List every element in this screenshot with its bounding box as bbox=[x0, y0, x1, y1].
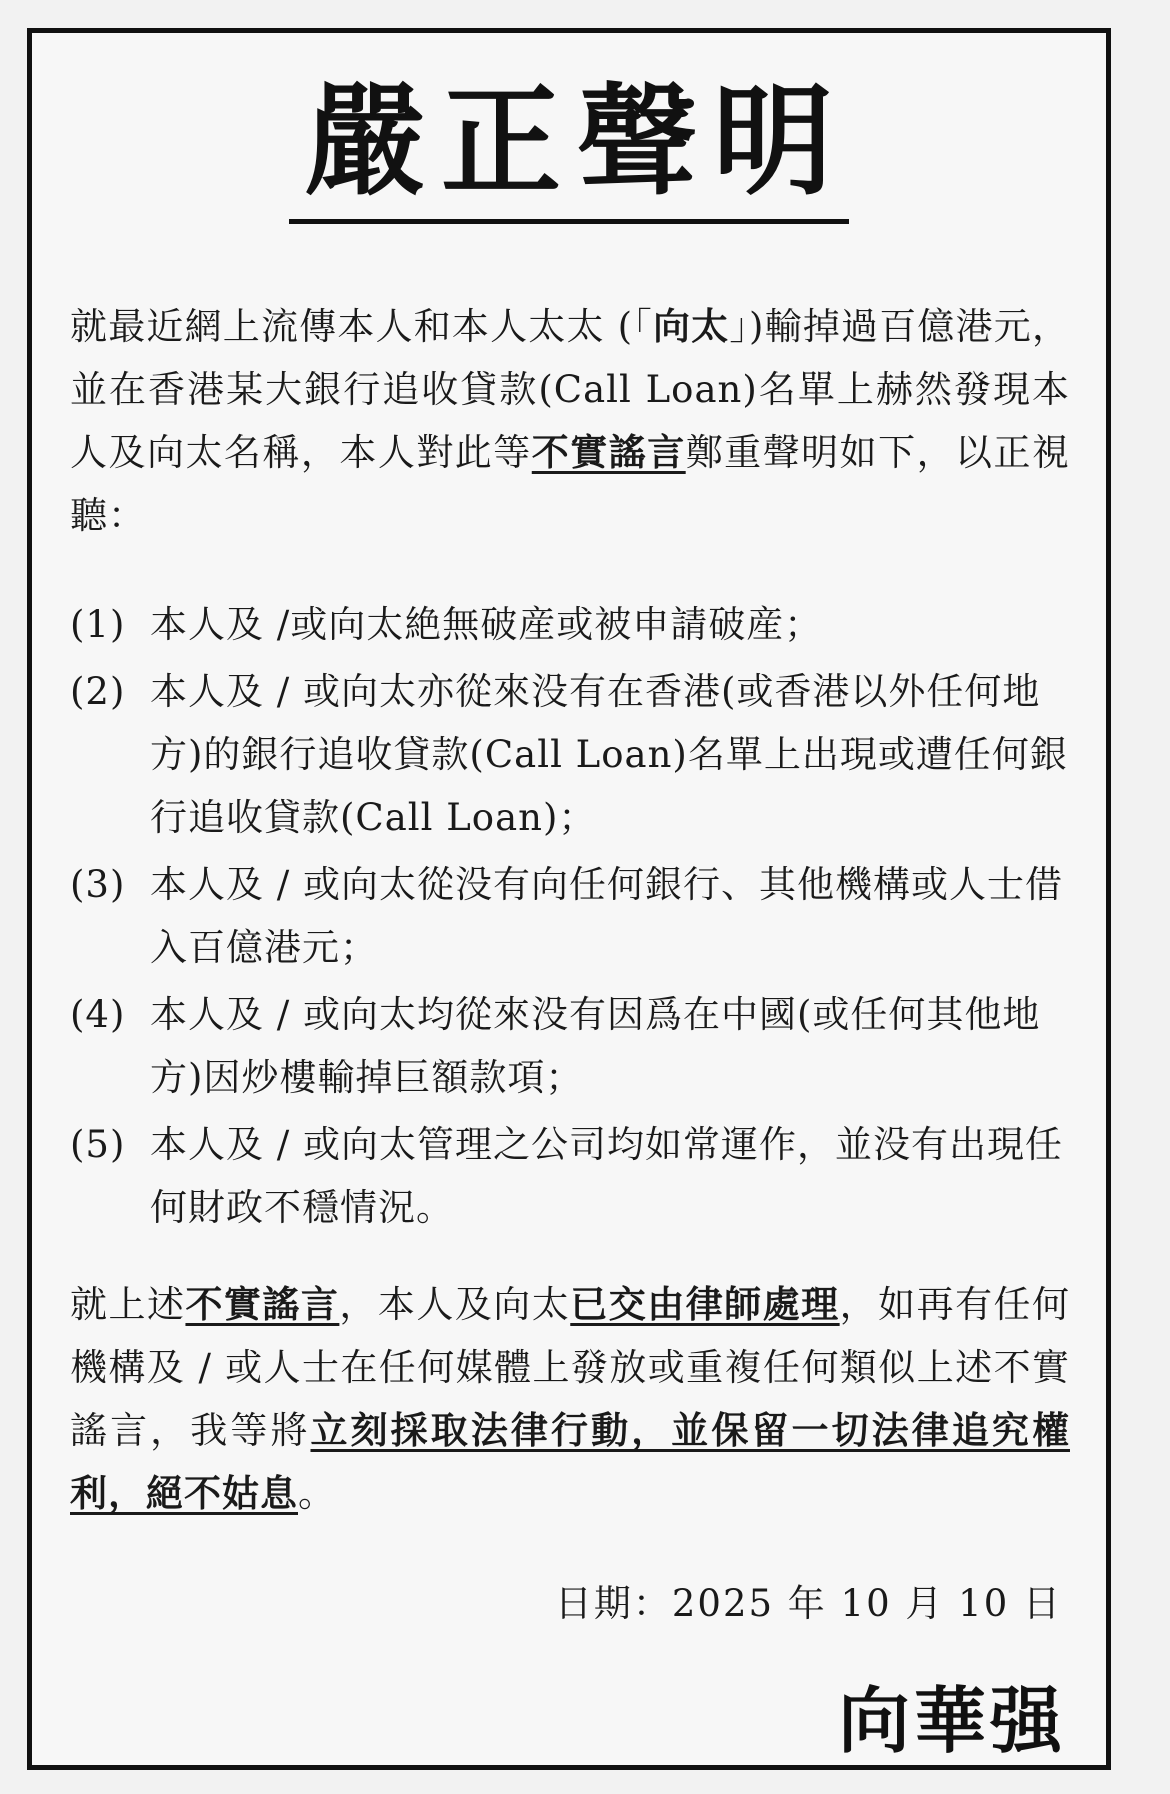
list-item bbox=[70, 983, 1070, 1109]
closing-text-4: 。 bbox=[298, 1472, 336, 1515]
intro-text-1: 就最近網上流傳本人和本人太太 (「 bbox=[70, 305, 653, 348]
intro-emphasis: 不實謠言 bbox=[531, 430, 686, 474]
item-number: (1) bbox=[70, 603, 126, 646]
intro-text-2: 」)輸掉過百億港元，並在香港某大銀行追收貸款(Call Loan)名單上赫然發現本人及向太名稱，本人對此等 bbox=[70, 305, 1071, 474]
statement-frame bbox=[27, 28, 1111, 1770]
list-item bbox=[70, 1113, 1070, 1239]
item-number: (2) bbox=[70, 670, 126, 713]
item-text: 本人及 / 或向太亦從來没有在香港(或香港以外任何地方)的銀行追收貸款(Call Loan)名單上出現或遭任何銀 行追收貸款(Call Loan)； bbox=[150, 670, 1068, 839]
intro-text-3: 鄭重聲明如下，以正視聽： bbox=[70, 431, 1071, 537]
closing-emphasis-3: 立刻採取法律行動，並保留一切法律追究權利，絕不姑息 bbox=[70, 1408, 1070, 1515]
item-number: (3) bbox=[70, 863, 126, 906]
item-number: (5) bbox=[70, 1123, 126, 1166]
closing-emphasis-1: 不實謠言 bbox=[185, 1282, 340, 1326]
closing-emphasis-2: 已交由律師處理 bbox=[570, 1282, 840, 1326]
signature: 向華强 bbox=[837, 1679, 1066, 1763]
closing-text-2: ，本人及向太 bbox=[339, 1283, 571, 1326]
statement-date: 日期：2025 年 10 月 10 日 bbox=[554, 1582, 1062, 1625]
item-number: (4) bbox=[70, 993, 126, 1036]
intro-nickname: 向太 bbox=[652, 304, 730, 348]
closing-text-1: 就上述 bbox=[70, 1283, 186, 1326]
title-wrap bbox=[32, 73, 1106, 224]
closing-paragraph bbox=[70, 1273, 1070, 1525]
page-title: 嚴正聲明 bbox=[289, 73, 849, 224]
item-text: 本人及 / 或向太均從來没有因爲在中國(或任何其他地方)因炒樓輸掉巨額款項； bbox=[150, 993, 1041, 1099]
statement-list bbox=[70, 593, 1070, 1243]
item-text: 本人及 / 或向太從没有向任何銀行、其他機構或人士借入百億港元； bbox=[150, 863, 1063, 969]
closing-text-3: ，如再有任何機構及 / 或人士在任何媒體上發放或重複任何類似上述不實謠言，我等將 bbox=[70, 1283, 1071, 1452]
item-text: 本人及 /或向太絶無破産或被申請破産； bbox=[150, 603, 823, 646]
list-item bbox=[70, 660, 1070, 849]
list-item bbox=[70, 853, 1070, 979]
intro-paragraph bbox=[70, 295, 1070, 547]
item-text: 本人及 / 或向太管理之公司均如常運作，並没有出現任何財政不穩情況。 bbox=[150, 1123, 1063, 1229]
list-item bbox=[70, 593, 1070, 656]
